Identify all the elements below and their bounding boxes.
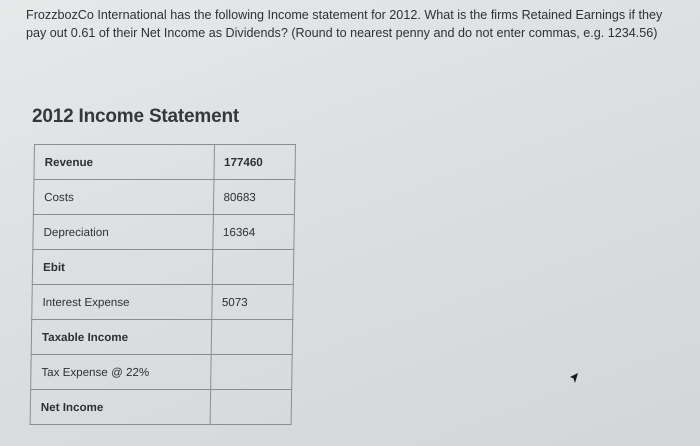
table-row-depreciation [33, 215, 295, 250]
table-row-revenue [34, 145, 296, 180]
income-statement-table [30, 144, 296, 425]
row-value-revenue: 177460 [214, 145, 295, 180]
table-row-costs [33, 180, 295, 215]
row-label-depreciation: Depreciation [33, 215, 214, 250]
row-value-interest-expense: 5073 [212, 285, 293, 320]
row-value-tax-expense [211, 355, 292, 390]
mouse-pointer-icon [569, 372, 579, 384]
row-value-net-income [210, 390, 291, 425]
statement-title: 2012 Income Statement [32, 106, 239, 127]
row-label-net-income: Net Income [30, 390, 211, 425]
row-label-tax-expense: Tax Expense @ 22% [31, 355, 212, 390]
row-label-interest-expense: Interest Expense [32, 285, 213, 320]
table-row-ebit [32, 250, 294, 285]
row-value-depreciation: 16364 [213, 215, 294, 250]
row-label-costs: Costs [33, 180, 214, 215]
row-label-ebit: Ebit [32, 250, 213, 285]
row-label-taxable-income: Taxable Income [31, 320, 212, 355]
question-text: FrozzbozCo International has the following Income statement for 2012. What is the firms Retained Earnings if they pay out 0.61 of their Net Income as Dividends? (Round to nearest penny and do not enter commas, e.g. 1234.56) [26, 8, 663, 40]
table-row-taxable-income [31, 320, 293, 355]
row-value-taxable-income [212, 320, 293, 355]
table-row-interest-expense [32, 285, 294, 320]
row-label-revenue: Revenue [34, 145, 215, 180]
row-value-costs: 80683 [214, 180, 295, 215]
row-value-ebit [213, 250, 294, 285]
table-row-tax-expense [31, 355, 293, 390]
table-row-net-income [30, 390, 292, 425]
